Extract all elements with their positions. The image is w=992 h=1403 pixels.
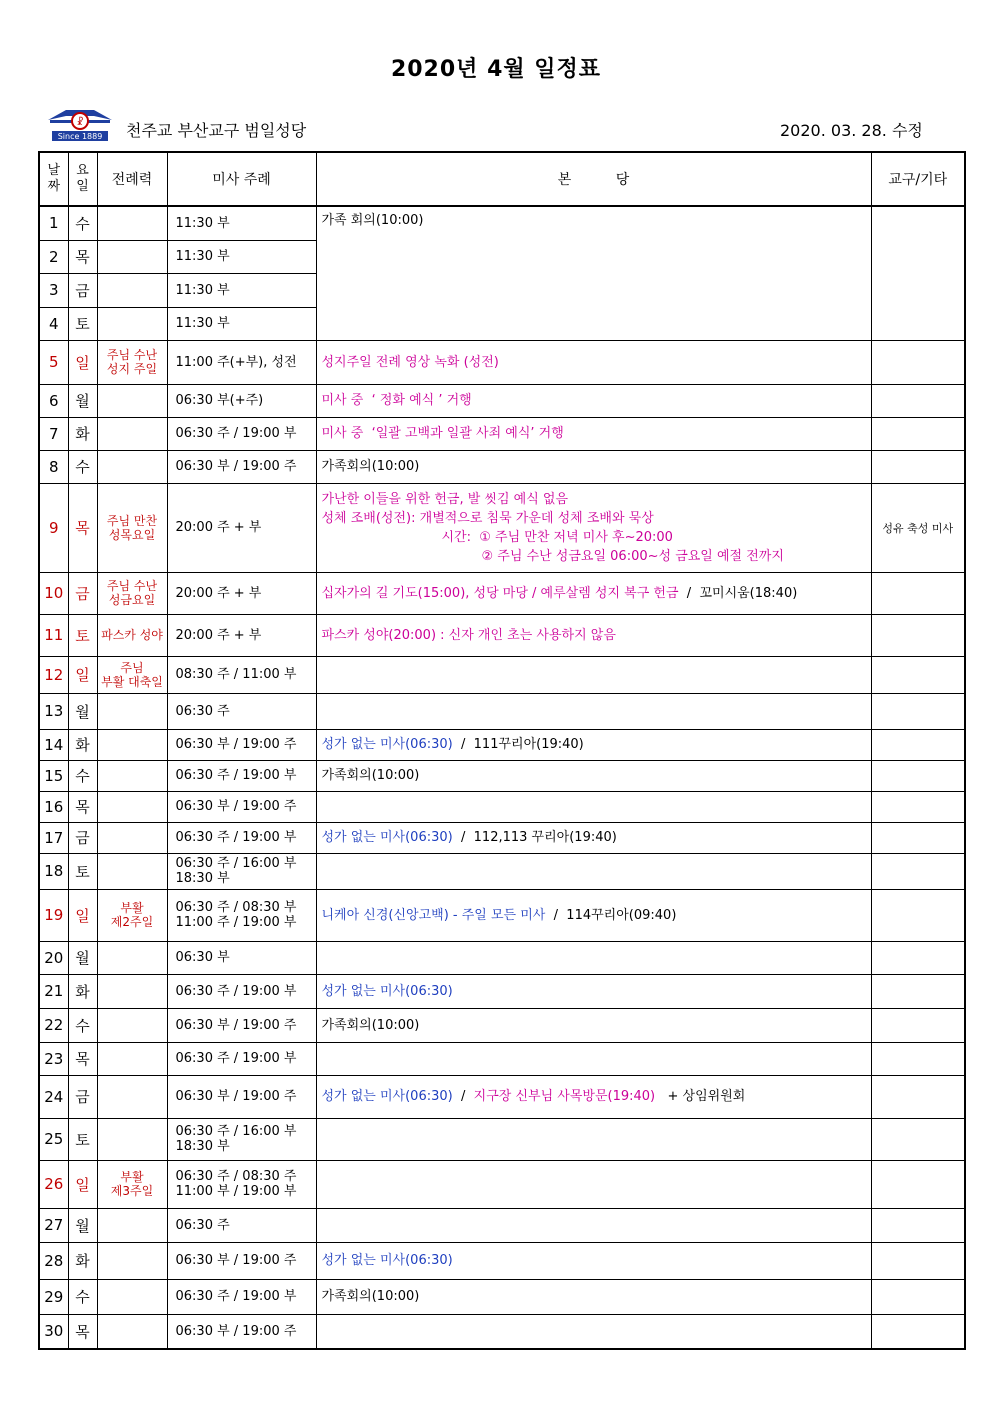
liturgical-day — [97, 206, 167, 240]
event-text: 가난한 이들을 위한 헌금, 발 씻김 예식 없음 — [321, 491, 569, 507]
liturgical-day — [97, 1042, 167, 1075]
day-number: 19 — [39, 889, 68, 941]
event-line — [322, 528, 867, 547]
table-row — [39, 1208, 965, 1242]
diocese-events — [871, 1118, 965, 1160]
parish-events — [316, 822, 871, 853]
diocese-events — [871, 1242, 965, 1279]
event-line — [322, 982, 867, 1001]
mass-presider: 06:30 주 / 16:00 부 18:30 부 — [167, 1118, 316, 1160]
event-text: 꼬미시움(18:40) — [699, 585, 798, 601]
weekday: 금 — [68, 822, 97, 853]
event-text: 시간: ① 주님 만찬 저녁 미사 후~20:00 — [441, 529, 673, 545]
svg-text:☧: ☧ — [76, 118, 84, 128]
liturgical-day — [97, 1242, 167, 1279]
weekday: 목 — [68, 1042, 97, 1075]
day-number: 13 — [39, 693, 68, 729]
liturgical-day — [97, 384, 167, 417]
parish-events — [316, 450, 871, 483]
table-row — [39, 1042, 965, 1075]
table-row — [39, 1279, 965, 1314]
event-text: 114꾸리아(09:40) — [566, 907, 677, 923]
liturgical-day: 주님 수난 성금요일 — [97, 572, 167, 614]
page-title: 2020년 4월 일정표 — [390, 57, 602, 82]
event-text: 성지주일 전례 영상 녹화 (성전) — [321, 354, 499, 370]
mass-presider: 06:30 부(+주) — [167, 384, 316, 417]
weekday: 화 — [68, 974, 97, 1008]
mass-presider: 11:30 부 — [167, 307, 316, 340]
parish-events — [316, 974, 871, 1008]
table-row — [39, 483, 965, 572]
mass-presider: 20:00 주 + 부 — [167, 572, 316, 614]
liturgical-day — [97, 1075, 167, 1118]
day-number: 15 — [39, 760, 68, 791]
parish-events — [316, 614, 871, 656]
parish-events — [316, 1208, 871, 1242]
liturgical-day — [97, 450, 167, 483]
parish-events — [316, 693, 871, 729]
diocese-events — [871, 384, 965, 417]
diocese-events — [871, 760, 965, 791]
day-number: 25 — [39, 1118, 68, 1160]
header-mass: 미사 주례 — [167, 152, 316, 206]
mass-presider: 08:30 주 / 11:00 부 — [167, 656, 316, 693]
day-number: 12 — [39, 656, 68, 693]
liturgical-day — [97, 822, 167, 853]
event-line — [322, 626, 867, 645]
diocese-events — [871, 729, 965, 760]
table-row — [39, 1008, 965, 1042]
event-text: 십자가의 길 기도(15:00), 성당 마당 / 예루살렘 성지 복구 헌금 — [321, 585, 679, 601]
table-row — [39, 656, 965, 693]
weekday: 금 — [68, 273, 97, 307]
parish-events — [316, 1118, 871, 1160]
weekday: 금 — [68, 1075, 97, 1118]
event-text: / — [452, 1089, 474, 1104]
event-text: 성가 없는 미사(06:30) — [321, 1089, 453, 1104]
parish-events — [316, 1242, 871, 1279]
mass-presider: 06:30 부 / 19:00 주 — [167, 791, 316, 822]
church-logo — [46, 106, 114, 142]
weekday: 일 — [68, 1160, 97, 1208]
diocese-events — [871, 572, 965, 614]
header-weekday: 요 일 — [68, 152, 97, 206]
event-text: / — [545, 907, 567, 923]
day-number: 3 — [39, 273, 68, 307]
parish-events — [316, 791, 871, 822]
table-row — [39, 941, 965, 974]
day-number: 17 — [39, 822, 68, 853]
parish-events — [316, 483, 871, 572]
weekday: 일 — [68, 340, 97, 384]
table-row — [39, 614, 965, 656]
diocese-events — [871, 206, 965, 340]
header-date: 날 짜 — [39, 152, 68, 206]
liturgical-day — [97, 941, 167, 974]
day-number: 18 — [39, 853, 68, 889]
event-line — [322, 766, 867, 785]
mass-presider: 06:30 주 — [167, 1208, 316, 1242]
weekday: 일 — [68, 656, 97, 693]
event-text: 니케아 신경(신앙고백) - 주일 모든 미사 — [321, 907, 546, 923]
event-line — [322, 1287, 867, 1306]
mass-presider: 06:30 주 / 19:00 부 — [167, 1279, 316, 1314]
day-number: 5 — [39, 340, 68, 384]
event-text: / — [678, 585, 700, 601]
event-text: 111꾸리아(19:40) — [473, 737, 584, 752]
weekday: 토 — [68, 853, 97, 889]
weekday: 화 — [68, 1242, 97, 1279]
event-text: 가족회의(10:00) — [321, 1017, 420, 1033]
weekday: 목 — [68, 483, 97, 572]
table-row — [39, 1160, 965, 1208]
diocese-events — [871, 693, 965, 729]
weekday: 수 — [68, 206, 97, 240]
day-number: 2 — [39, 240, 68, 273]
diocese-events — [871, 340, 965, 384]
table-row — [39, 693, 965, 729]
revision-date: 2020. 03. 28. 수정 — [780, 121, 923, 140]
parish-events — [316, 1075, 871, 1118]
event-line — [322, 1087, 867, 1106]
event-line — [322, 509, 867, 528]
day-number: 14 — [39, 729, 68, 760]
liturgical-day — [97, 853, 167, 889]
table-row — [39, 1075, 965, 1118]
day-number: 1 — [39, 206, 68, 240]
parish-events — [316, 572, 871, 614]
table-row — [39, 822, 965, 853]
liturgical-day — [97, 1118, 167, 1160]
liturgical-day: 주님 부활 대축일 — [97, 656, 167, 693]
table-row — [39, 1118, 965, 1160]
header-row — [39, 152, 965, 206]
event-line — [322, 1251, 867, 1270]
event-line — [322, 457, 867, 476]
church-name: 천주교 부산교구 범일성당 — [126, 121, 307, 140]
event-line — [322, 353, 867, 372]
liturgical-day: 주님 수난 성지 주일 — [97, 340, 167, 384]
mass-presider: 11:30 부 — [167, 240, 316, 273]
day-number: 24 — [39, 1075, 68, 1118]
liturgical-day — [97, 417, 167, 450]
mass-presider: 06:30 주 — [167, 693, 316, 729]
day-number: 22 — [39, 1008, 68, 1042]
event-text: 가족회의(10:00) — [321, 768, 420, 783]
table-row — [39, 1242, 965, 1279]
event-text: 성가 없는 미사(06:30) — [321, 830, 453, 845]
table-row — [39, 1314, 965, 1349]
liturgical-day: 파스카 성야 — [97, 614, 167, 656]
mass-presider: 06:30 부 / 19:00 주 — [167, 450, 316, 483]
table-row — [39, 853, 965, 889]
liturgical-day — [97, 1008, 167, 1042]
day-number: 9 — [39, 483, 68, 572]
event-line — [322, 906, 867, 925]
day-number: 11 — [39, 614, 68, 656]
day-number: 27 — [39, 1208, 68, 1242]
event-text: 지구장 신부님 사목방문(19:40) — [473, 1089, 656, 1104]
liturgical-day — [97, 693, 167, 729]
diocese-events — [871, 1208, 965, 1242]
parish-events — [316, 384, 871, 417]
diocese-events — [871, 656, 965, 693]
weekday: 목 — [68, 240, 97, 273]
diocese-events — [871, 822, 965, 853]
logo-text: Since 1889 — [57, 132, 103, 141]
parish-events — [316, 206, 871, 340]
day-number: 29 — [39, 1279, 68, 1314]
diocese-events — [871, 1160, 965, 1208]
header-liturgy: 전례력 — [97, 152, 167, 206]
weekday: 토 — [68, 614, 97, 656]
liturgical-day — [97, 273, 167, 307]
weekday: 화 — [68, 729, 97, 760]
event-text: 미사 중 ‘일괄 고백과 일괄 사죄 예식’ 거행 — [321, 426, 564, 441]
parish-events — [316, 941, 871, 974]
mass-presider: 06:30 주 / 19:00 부 — [167, 760, 316, 791]
mass-presider: 06:30 주 / 08:30 주 11:00 부 / 19:00 부 — [167, 1160, 316, 1208]
mass-presider: 06:30 부 / 19:00 주 — [167, 1314, 316, 1349]
mass-presider: 06:30 부 / 19:00 주 — [167, 729, 316, 760]
event-text: 가족회의(10:00) — [321, 1289, 420, 1304]
mass-presider: 06:30 부 / 19:00 주 — [167, 1242, 316, 1279]
mass-presider: 11:30 부 — [167, 273, 316, 307]
day-number: 28 — [39, 1242, 68, 1279]
weekday: 월 — [68, 941, 97, 974]
day-number: 8 — [39, 450, 68, 483]
liturgical-day: 부활 제3주일 — [97, 1160, 167, 1208]
mass-presider: 06:30 주 / 19:00 부 — [167, 1042, 316, 1075]
event-line — [322, 1016, 867, 1035]
diocese-events — [871, 1314, 965, 1349]
parish-events — [316, 1160, 871, 1208]
event-line — [322, 828, 867, 847]
parish-events — [316, 1279, 871, 1314]
table-row — [39, 340, 965, 384]
day-number: 23 — [39, 1042, 68, 1075]
mass-presider: 20:00 주 + 부 — [167, 483, 316, 572]
table-row — [39, 729, 965, 760]
event-line — [322, 211, 867, 230]
weekday: 토 — [68, 307, 97, 340]
event-text: 가족 회의(10:00) — [321, 213, 424, 228]
parish-events — [316, 889, 871, 941]
weekday: 수 — [68, 760, 97, 791]
weekday: 목 — [68, 791, 97, 822]
weekday: 화 — [68, 417, 97, 450]
header-diocese: 교구/기타 — [871, 152, 965, 206]
diocese-events — [871, 1075, 965, 1118]
weekday: 수 — [68, 1279, 97, 1314]
liturgical-day: 주님 만찬 성목요일 — [97, 483, 167, 572]
event-line — [322, 391, 867, 410]
table-row — [39, 206, 965, 240]
event-text: / — [452, 830, 474, 845]
day-number: 21 — [39, 974, 68, 1008]
liturgical-day — [97, 974, 167, 1008]
diocese-events — [871, 889, 965, 941]
mass-presider: 06:30 주 / 16:00 부 18:30 부 — [167, 853, 316, 889]
event-text: 성가 없는 미사(06:30) — [321, 983, 453, 999]
event-text: / — [452, 737, 474, 752]
event-line — [322, 547, 867, 566]
mass-presider: 11:30 부 — [167, 206, 316, 240]
weekday: 일 — [68, 889, 97, 941]
table-row — [39, 791, 965, 822]
day-number: 10 — [39, 572, 68, 614]
parish-events — [316, 1042, 871, 1075]
mass-presider: 06:30 주 / 19:00 부 — [167, 822, 316, 853]
table-row — [39, 450, 965, 483]
day-number: 26 — [39, 1160, 68, 1208]
weekday: 월 — [68, 693, 97, 729]
liturgical-day — [97, 760, 167, 791]
parish-events — [316, 417, 871, 450]
diocese-events — [871, 614, 965, 656]
event-text: 성가 없는 미사(06:30) — [321, 1253, 453, 1268]
weekday: 목 — [68, 1314, 97, 1349]
table-row — [39, 889, 965, 941]
weekday: 수 — [68, 450, 97, 483]
weekday: 토 — [68, 1118, 97, 1160]
mass-presider: 06:30 부 — [167, 941, 316, 974]
liturgical-day — [97, 1208, 167, 1242]
diocese-events — [871, 1279, 965, 1314]
event-text: ② 주님 수난 성금요일 06:00~성 금요일 예절 전까지 — [481, 548, 784, 564]
diocese-events — [871, 1042, 965, 1075]
table-row — [39, 417, 965, 450]
mass-presider: 11:00 주(+부), 성전 — [167, 340, 316, 384]
header-parish: 본 당 — [316, 152, 871, 206]
weekday: 수 — [68, 1008, 97, 1042]
liturgical-day — [97, 791, 167, 822]
event-line — [322, 735, 867, 754]
liturgical-day — [97, 729, 167, 760]
diocese-events — [871, 450, 965, 483]
diocese-events — [871, 1008, 965, 1042]
diocese-events — [871, 941, 965, 974]
day-number: 20 — [39, 941, 68, 974]
event-text: 미사 중 ‘ 정화 예식 ’ 거행 — [321, 393, 472, 408]
parish-events — [316, 729, 871, 760]
liturgical-day: 부활 제2주일 — [97, 889, 167, 941]
day-number: 7 — [39, 417, 68, 450]
parish-events — [316, 760, 871, 791]
table-row — [39, 572, 965, 614]
mass-presider: 06:30 주 / 19:00 부 — [167, 974, 316, 1008]
day-number: 6 — [39, 384, 68, 417]
liturgical-day — [97, 240, 167, 273]
mass-presider: 06:30 주 / 19:00 부 — [167, 417, 316, 450]
table-row — [39, 384, 965, 417]
liturgical-day — [97, 1279, 167, 1314]
schedule-table — [38, 151, 966, 1350]
event-text: 파스카 성야(20:00) : 신자 개인 초는 사용하지 않음 — [321, 627, 616, 643]
event-line — [322, 424, 867, 443]
table-row — [39, 760, 965, 791]
diocese-events: 성유 축성 미사 — [871, 483, 965, 572]
diocese-events — [871, 974, 965, 1008]
diocese-events — [871, 791, 965, 822]
event-text: 성체 조배(성전): 개별적으로 침묵 가운데 성체 조배와 묵상 — [321, 510, 654, 526]
weekday: 월 — [68, 384, 97, 417]
weekday: 금 — [68, 572, 97, 614]
day-number: 30 — [39, 1314, 68, 1349]
parish-events — [316, 340, 871, 384]
parish-events — [316, 1314, 871, 1349]
diocese-events — [871, 417, 965, 450]
event-text: 112,113 꾸리아(19:40) — [473, 830, 617, 845]
event-text: + 상임위원회 — [655, 1089, 746, 1104]
mass-presider: 06:30 주 / 08:30 부 11:00 주 / 19:00 부 — [167, 889, 316, 941]
event-line — [322, 490, 867, 509]
event-text: 성가 없는 미사(06:30) — [321, 737, 453, 752]
event-text: 가족회의(10:00) — [321, 459, 420, 474]
event-line — [322, 584, 867, 603]
parish-events — [316, 1008, 871, 1042]
parish-events — [316, 656, 871, 693]
mass-presider: 06:30 부 / 19:00 주 — [167, 1075, 316, 1118]
day-number: 16 — [39, 791, 68, 822]
mass-presider: 20:00 주 + 부 — [167, 614, 316, 656]
weekday: 월 — [68, 1208, 97, 1242]
parish-events — [316, 853, 871, 889]
table-row — [39, 974, 965, 1008]
mass-presider: 06:30 부 / 19:00 주 — [167, 1008, 316, 1042]
diocese-events — [871, 853, 965, 889]
liturgical-day — [97, 1314, 167, 1349]
day-number: 4 — [39, 307, 68, 340]
liturgical-day — [97, 307, 167, 340]
